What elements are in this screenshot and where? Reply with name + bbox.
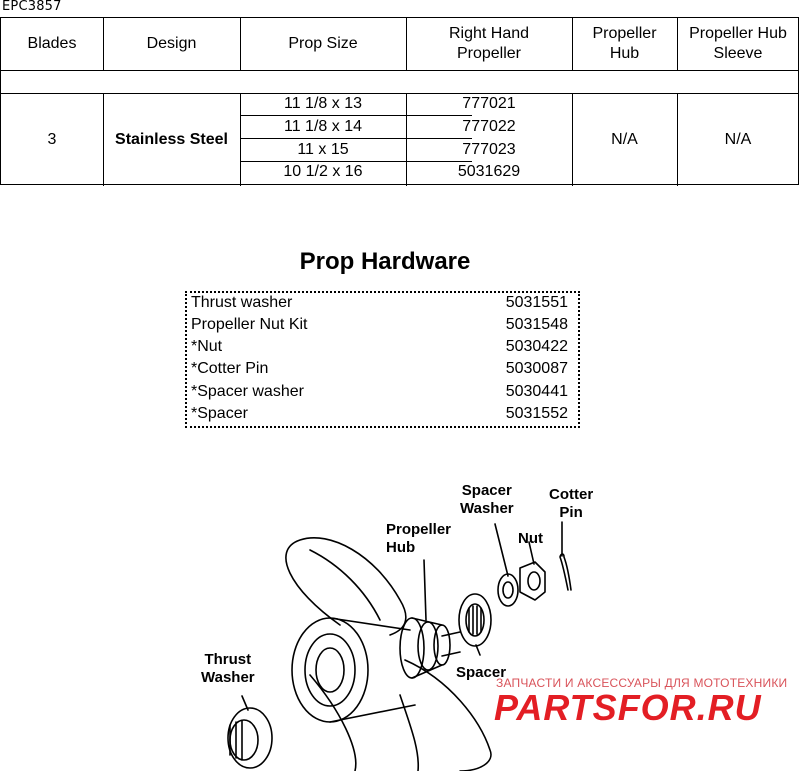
- hardware-name: *Spacer washer: [191, 383, 304, 400]
- sleeve-value: N/A: [724, 130, 752, 148]
- hardware-name: *Nut: [191, 338, 223, 355]
- header-blades: Blades: [27, 35, 77, 52]
- hub-value: N/A: [611, 130, 638, 148]
- label-spacer-washer: Spacer Washer: [460, 482, 514, 517]
- prop-size-cell: 11 1/8 x 14: [284, 117, 362, 135]
- hardware-part: 5030087: [505, 360, 568, 377]
- hardware-row: [191, 405, 568, 427]
- header-divider: [1, 70, 798, 71]
- label-nut: Nut: [518, 530, 543, 547]
- spacer-washer-part: [498, 574, 518, 606]
- design-value: Stainless Steel: [115, 130, 228, 148]
- header-design: Design: [146, 35, 197, 52]
- hardware-name: *Cotter Pin: [191, 360, 269, 377]
- hardware-row: [191, 338, 568, 360]
- label-cotter-pin: Cotter Pin: [549, 486, 594, 521]
- part-number-cell: 777023: [462, 140, 516, 158]
- label-propeller-hub: Propeller Hub: [386, 521, 452, 556]
- hardware-row: [191, 316, 568, 338]
- hardware-row: [191, 360, 568, 382]
- part-number-cell: 777021: [462, 95, 516, 112]
- prop-hardware-table: [185, 291, 580, 428]
- hardware-part: 5031552: [505, 405, 568, 422]
- hardware-name: *Spacer: [191, 405, 248, 422]
- spacer-part: [459, 594, 491, 646]
- hardware-name: Propeller Nut Kit: [191, 316, 308, 333]
- document-code: EPC3857: [2, 0, 62, 14]
- hardware-part: 5030422: [505, 338, 568, 355]
- hardware-row: [191, 383, 568, 405]
- blades-value: 3: [47, 130, 57, 148]
- hardware-row: [191, 294, 568, 316]
- header-right-hand-propeller: Right Hand Propeller: [448, 25, 530, 62]
- part-number-cell: 5031629: [457, 163, 521, 180]
- header-propeller-hub-sleeve: Propeller Hub Sleeve: [689, 25, 787, 62]
- header-propeller-hub: Propeller Hub: [592, 25, 657, 62]
- svg-text:PARTSFOR.RU: PARTSFOR.RU: [494, 688, 762, 728]
- prop-size-cell: 11 x 15: [297, 140, 349, 158]
- hardware-part: 5031551: [505, 294, 568, 311]
- propeller-blade: [310, 675, 356, 771]
- hardware-name: Thrust washer: [191, 294, 293, 311]
- prop-size-cell: 10 1/2 x 16: [283, 163, 363, 180]
- cotter-pin-part: [560, 554, 571, 590]
- watermark-logo: [492, 688, 792, 728]
- label-spacer: Spacer: [456, 664, 507, 681]
- prop-hardware-title: Prop Hardware: [299, 248, 471, 275]
- hardware-part: 5031548: [505, 316, 568, 333]
- propeller-hub-ring: [400, 618, 424, 678]
- propeller-table: [0, 17, 799, 185]
- header-prop-size: Prop Size: [288, 35, 358, 52]
- hardware-part: 5030441: [505, 383, 568, 400]
- label-thrust-washer: Thrust Washer: [201, 651, 255, 686]
- nut-part: [520, 562, 545, 600]
- part-number-cell: 777022: [462, 117, 516, 135]
- prop-size-cell: 11 1/8 x 13: [284, 95, 362, 112]
- watermark-subtitle: ЗАПЧАСТИ И АКСЕССУАРЫ ДЛЯ МОТОТЕХНИКИ: [496, 676, 788, 690]
